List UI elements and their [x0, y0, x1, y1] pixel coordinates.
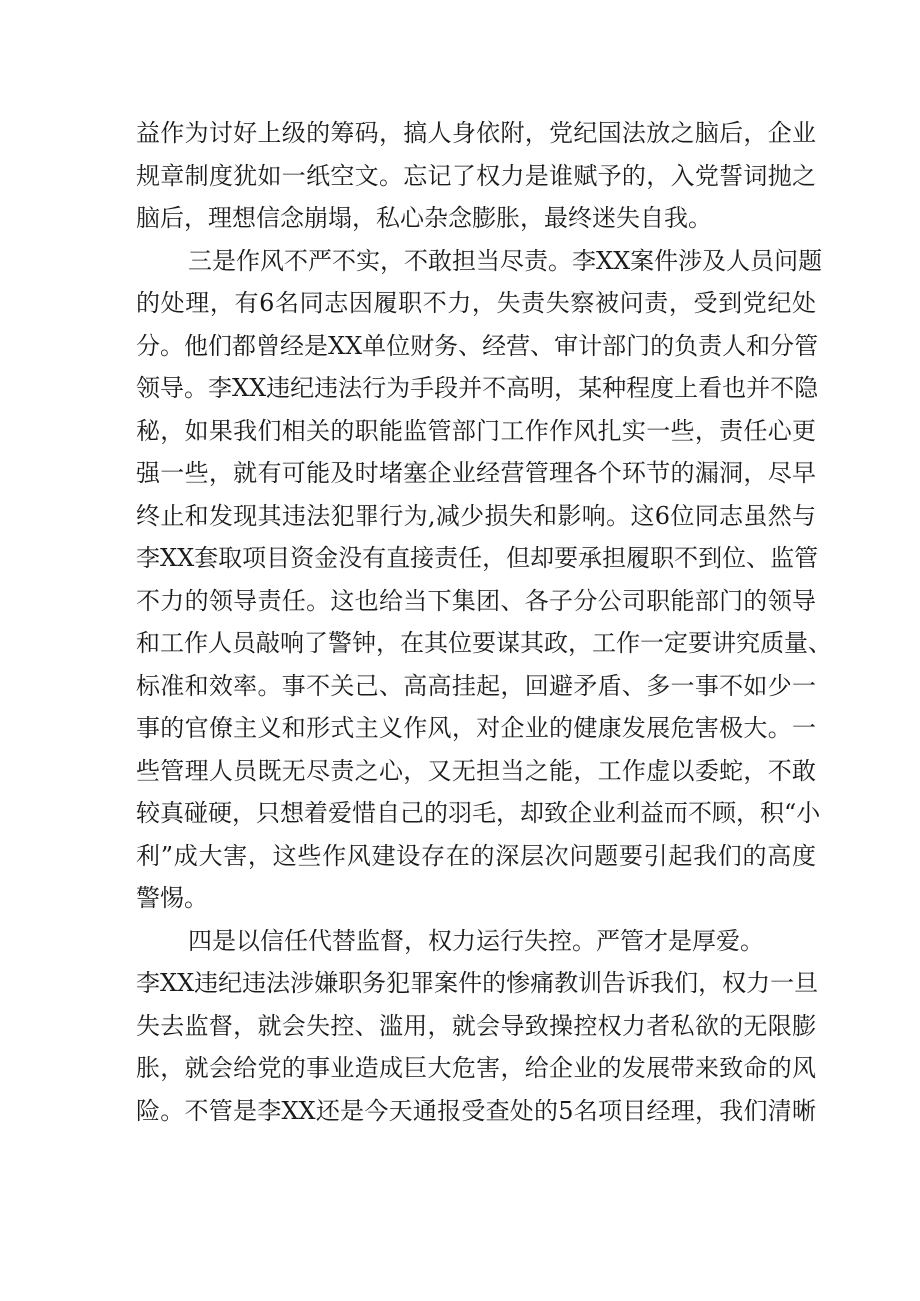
paragraph-2 [136, 240, 832, 920]
paragraph-line: 的处理，有6名同志因履职不力，失责失察被问责，受到党纪处 [136, 289, 816, 317]
paragraph-line: 强一些，就有可能及时堵塞企业经营管理各个环节的漏洞，尽早 [136, 459, 816, 487]
paragraph-line: 事的官僚主义和形式主义作风，对企业的健康发展危害极大。一 [136, 714, 816, 742]
paragraph-line: 脑后，理想信念崩塌，私心杂念膨胀，最终迷失自我。 [136, 204, 712, 232]
paragraph-line: 失去监督，就会失控、滥用，就会导致操控权力者私欲的无限膨 [136, 1011, 816, 1040]
paragraph-3 [136, 920, 819, 1133]
paragraph-1 [136, 112, 816, 240]
paragraph-line: 险。不管是李XX还是今天通报受查处的5名项目经理，我们清晰 [136, 1096, 816, 1125]
paragraph-line: 三是作风不严不实，不敢担当尽责。李XX案件涉及人员问题 [188, 246, 823, 275]
paragraph-line: 四是以信任代替监督，权力运行失控。严管才是厚爱。 [188, 926, 764, 955]
paragraph-line: 李XX违纪违法涉嫌职务犯罪案件的惨痛教训告诉我们，权力一旦 [136, 969, 819, 997]
paragraph-line: 些管理人员既无尽责之心，又无担当之能，工作虚以委蛇，不敢 [136, 756, 816, 785]
paragraph-line: 警惕。 [136, 884, 208, 912]
paragraph-line: 和工作人员敲响了警钟，在其位要谋其政，工作一定要讲究质量、 [136, 629, 832, 657]
document-body [136, 112, 832, 1132]
paragraph-line: 规章制度犹如一纸空文。忘记了权力是谁赋予的，入党誓词抛之 [136, 161, 816, 190]
paragraph-line: 不力的领导责任。这也给当下集团、各子分公司职能部门的领导 [136, 586, 816, 615]
paragraph-line: 较真碰硬，只想着爱惜自己的羽毛，却致企业利益而不顾，积“小 [136, 799, 821, 827]
paragraph-line: 分。他们都曾经是XX单位财务、经营、审计部门的负责人和分管 [136, 331, 819, 360]
paragraph-line: 利”成大害，这些作风建设存在的深层次问题要引起我们的高度 [136, 841, 816, 870]
paragraph-line: 胀，就会给党的事业造成巨大危害，给企业的发展带来致命的风 [136, 1054, 816, 1082]
paragraph-line: 益作为讨好上级的筹码，搞人身依附，党纪国法放之脑后，企业 [136, 119, 816, 147]
paragraph-line: 领导。李XX违纪违法行为手段并不高明，某种程度上看也并不隐 [136, 374, 819, 402]
paragraph-line: 标准和效率。事不关己、高高挂起，回避矛盾、多一事不如少一 [136, 671, 816, 700]
paragraph-line: 秘，如果我们相关的职能监管部门工作作风扎实一些，责任心更 [136, 416, 816, 445]
paragraph-line: 李XX套取项目资金没有直接责任，但却要承担履职不到位、监管 [136, 544, 819, 572]
paragraph-line: 终止和发现其违法犯罪行为,减少损失和影响。这6位同志虽然与 [136, 501, 816, 530]
